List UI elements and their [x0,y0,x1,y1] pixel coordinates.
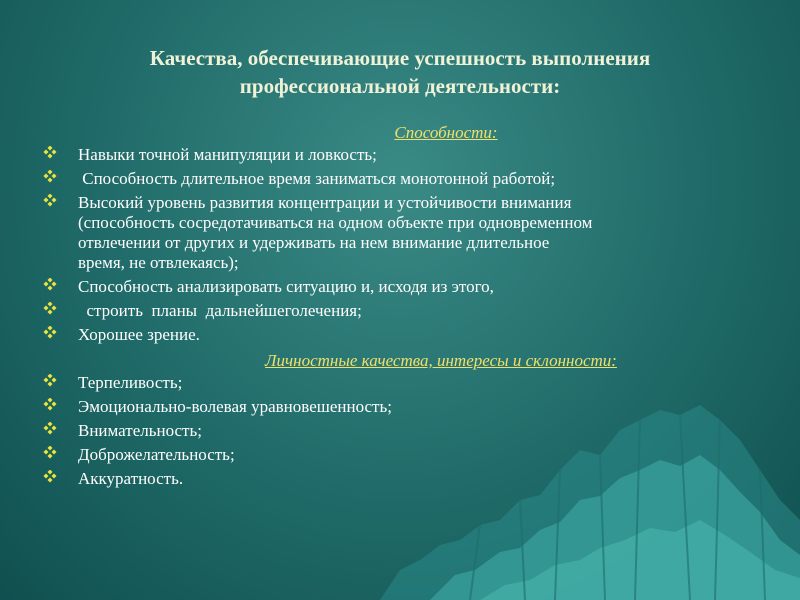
list-item-line: время, не отвлекаясь); [78,253,239,272]
four-diamond-bullet-icon [42,326,58,342]
section-heading-abilities: Способности: [394,123,498,142]
list-item [42,373,762,393]
list-item-line: Способность длительное время заниматься монотонной работой; [78,169,556,188]
list-item [42,277,762,297]
title-line-1: Качества, обеспечивающие успешность выполнения [149,46,651,70]
list-item [42,397,762,417]
list-item-line: Навыки точной манипуляции и ловкость; [78,145,377,164]
list-item-line: Аккуратность. [78,469,184,488]
personal-qualities-list [42,373,762,489]
list-item-line: Доброжелательность; [78,445,235,464]
list-item [42,193,762,273]
list-item-line: Высокий уровень развития концентрации и устойчивости внимания [78,193,572,212]
four-diamond-bullet-icon [42,470,58,486]
four-diamond-bullet-icon [42,194,58,210]
list-item [42,301,762,321]
four-diamond-bullet-icon [42,146,58,162]
section-heading-personal-qualities: Личностные качества, интересы и склонности: [265,351,617,370]
list-item [42,421,762,441]
list-item [42,469,762,489]
list-item-line: строить планы дальнейшеголечения; [78,301,362,320]
four-diamond-bullet-icon [42,422,58,438]
content-area [42,121,762,493]
list-item-line: (способность сосредотачиваться на одном объекте при одновременном [78,213,593,232]
list-item [42,445,762,465]
slide-title [60,44,740,100]
title-line-2: профессиональной деятельности: [239,74,561,98]
list-item-line: отвлечении от других и удерживать на нем внимание длительное [78,233,550,252]
four-diamond-bullet-icon [42,170,58,186]
list-item-line: Терпеливость; [78,373,183,392]
abilities-list [42,145,762,345]
four-diamond-bullet-icon [42,398,58,414]
list-item-line: Внимательность; [78,421,202,440]
four-diamond-bullet-icon [42,302,58,318]
list-item-line: Эмоционально-волевая уравновешенность; [78,397,392,416]
four-diamond-bullet-icon [42,446,58,462]
list-item-line: Хорошее зрение. [78,325,200,344]
list-item-line: Способность анализировать ситуацию и, исходя из этого, [78,277,494,296]
four-diamond-bullet-icon [42,278,58,294]
list-item [42,145,762,165]
four-diamond-bullet-icon [42,374,58,390]
list-item [42,325,762,345]
list-item [42,169,762,189]
